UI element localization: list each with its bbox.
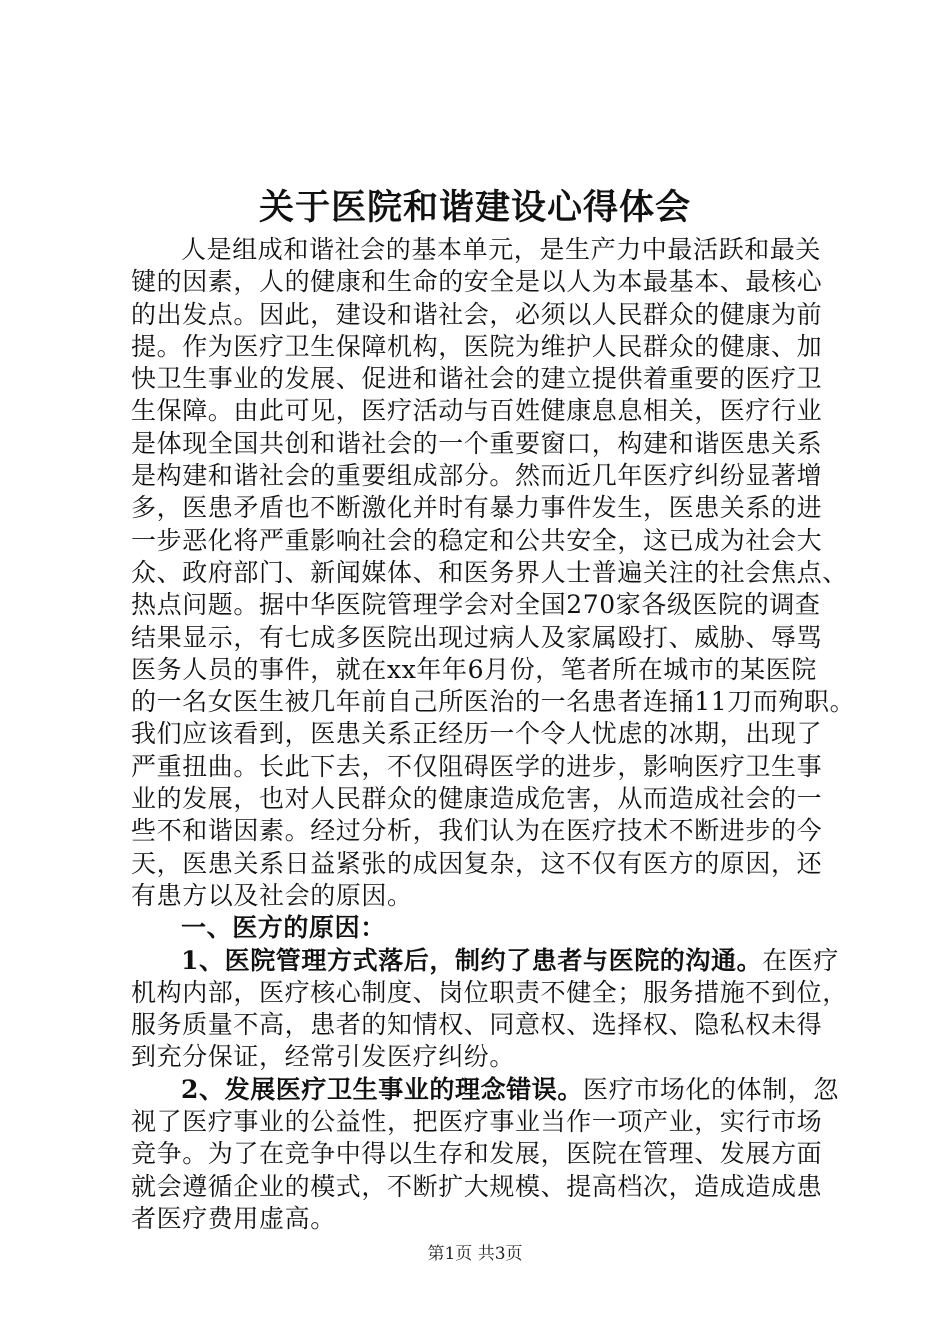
paragraph-line: 人是组成和谐社会的基本单元，是生产力中最活跃和最关 bbox=[181, 235, 822, 264]
paragraph-line: 热点问题。据中华医院管理学会对全国270家各级医院的调查 bbox=[131, 590, 821, 620]
paragraph-line: 天，医患关系日益紧张的成因复杂，这不仅有医方的原因，还 bbox=[131, 848, 823, 878]
item-heading: 1、医院管理方式落后，制约了患者与医院的沟通。 bbox=[181, 945, 763, 975]
paragraph-line: 是体现全国共创和谐社会的一个重要窗口，构建和谐医患关系 bbox=[131, 428, 823, 458]
paragraph-line: 的出发点。因此，建设和谐社会，必须以人民群众的健康为前 bbox=[131, 299, 823, 329]
page-number: 第1页 bbox=[427, 1244, 473, 1264]
paragraph-line: 众、政府部门、新闻媒体、和医务界人士普遍关注的社会焦点、 bbox=[131, 557, 848, 587]
item-text: 在医疗 bbox=[762, 945, 840, 975]
paragraph-line: 快卫生事业的发展、促进和谐社会的建立提供着重要的医疗卫 bbox=[131, 364, 823, 394]
document-title: 关于医院和谐建设心得体会 bbox=[258, 187, 691, 228]
paragraph-line: 键的因素，人的健康和生命的安全是以人为本最基本、最核心 bbox=[131, 267, 823, 297]
paragraph-line: 视了医疗事业的公益性，把医疗事业当作一项产业，实行市场 bbox=[131, 1107, 823, 1137]
paragraph-line: 结果显示，有七成多医院出现过病人及家属殴打、威胁、辱骂 bbox=[131, 622, 823, 652]
item-text: 医疗市场化的体制，忽 bbox=[583, 1074, 840, 1104]
paragraph-line: 就会遵循企业的模式，不断扩大规模、提高档次，造成造成患 bbox=[131, 1171, 823, 1201]
paragraph-line: 到充分保证，经常引发医疗纠纷。 bbox=[131, 1042, 516, 1072]
item-first-line bbox=[131, 945, 851, 977]
paragraph-line: 有患方以及社会的原因。 bbox=[131, 880, 413, 910]
paragraph-line: 生保障。由此可见，医疗活动与百姓健康息息相关，医疗行业 bbox=[131, 396, 823, 426]
paragraph-line: 机构内部，医疗核心制度、岗位职责不健全；服务措施不到位， bbox=[131, 977, 848, 1007]
paragraph-line: 的一名女医生被几年前自己所医治的一名患者连捅11刀而殉职。 bbox=[131, 687, 856, 717]
item-first-line bbox=[131, 1074, 851, 1106]
paragraph-line: 医务人员的事件，就在xx年年6月份，笔者所在城市的某医院 bbox=[131, 654, 817, 684]
paragraph-line: 严重扭曲。长此下去，不仅阻碍医学的进步，影响医疗卫生事 bbox=[131, 751, 823, 781]
page-footer bbox=[0, 1242, 950, 1266]
paragraph-line: 些不和谐因素。经过分析，我们认为在医疗技术不断进步的今 bbox=[131, 816, 823, 846]
paragraph-line: 服务质量不高，患者的知情权、同意权、选择权、隐私权未得 bbox=[131, 1010, 823, 1040]
paragraph-line: 业的发展，也对人民群众的健康造成危害，从而造成社会的一 bbox=[131, 784, 823, 814]
section-heading: 一、医方的原因： bbox=[181, 913, 386, 943]
paragraph-line: 竞争。为了在竞争中得以生存和发展，医院在管理、发展方面 bbox=[131, 1139, 823, 1169]
document-body bbox=[131, 234, 856, 1235]
page-total: 共3页 bbox=[477, 1244, 523, 1264]
paragraph-line: 多，医患矛盾也不断激化并时有暴力事件发生，医患关系的进 bbox=[131, 493, 823, 523]
paragraph-line: 提。作为医疗卫生保障机构，医院为维护人民群众的健康、加 bbox=[131, 331, 823, 361]
paragraph-line: 一步恶化将严重影响社会的稳定和公共安全，这已成为社会大 bbox=[131, 525, 823, 555]
paragraph-line: 我们应该看到，医患关系正经历一个令人忧虑的冰期，出现了 bbox=[131, 719, 823, 749]
paragraph-line: 是构建和谐社会的重要组成部分。然而近几年医疗纠纷显著增 bbox=[131, 461, 823, 491]
item-heading: 2、发展医疗卫生事业的理念错误。 bbox=[181, 1074, 583, 1104]
paragraph-line: 者医疗费用虚高。 bbox=[131, 1203, 336, 1233]
